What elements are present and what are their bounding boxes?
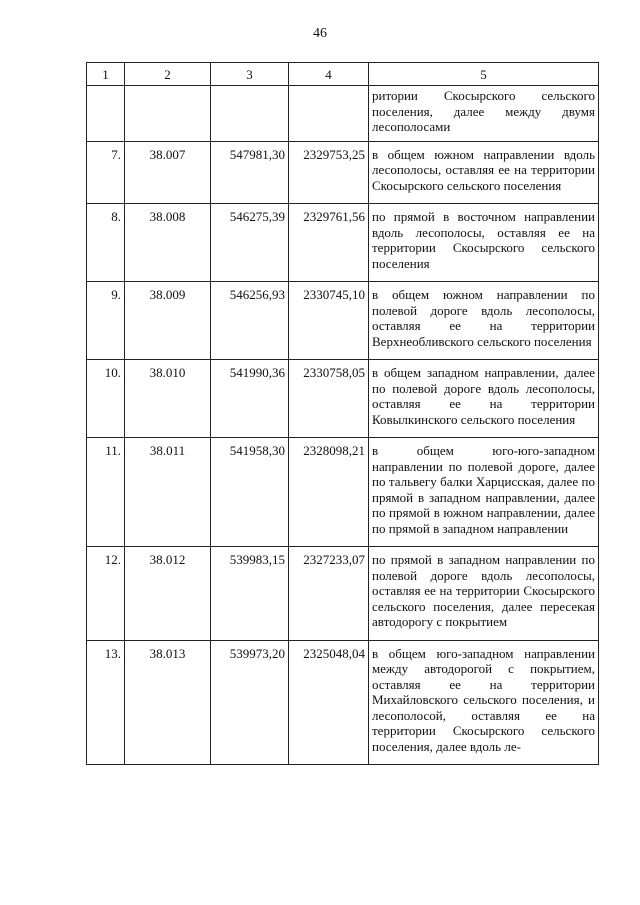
- table-row: [87, 438, 599, 547]
- coordinate-y: 2328098,21: [289, 438, 369, 547]
- coordinate-x: [211, 86, 289, 142]
- column-header: 4: [289, 63, 369, 86]
- row-number: 8.: [87, 204, 125, 282]
- table-row: [87, 640, 599, 765]
- coordinate-y: 2325048,04: [289, 640, 369, 765]
- coordinate-y: 2330758,05: [289, 360, 369, 438]
- column-header: 5: [369, 63, 599, 86]
- column-header: 3: [211, 63, 289, 86]
- page-number: 46: [313, 26, 327, 41]
- boundary-description: в общем южном направлении по полевой дороге вдоль лесополосы, оставляя ее на территории Верхнеобливского сельского поселения: [369, 282, 599, 360]
- point-code: 38.013: [125, 640, 211, 765]
- point-code: 38.008: [125, 204, 211, 282]
- boundary-table: [86, 62, 599, 765]
- row-number: [87, 86, 125, 142]
- coordinate-y: 2327233,07: [289, 547, 369, 641]
- row-number: 7.: [87, 141, 125, 204]
- boundary-description: в общем юго-юго-западном направлении по полевой дороге, далее по тальвегу балки Харцисская, далее по прямой в западном направлении, далее по прямой в южном направлении, далее по прямой в западном направлении: [369, 438, 599, 547]
- row-number: 13.: [87, 640, 125, 765]
- point-code: 38.011: [125, 438, 211, 547]
- point-code: [125, 86, 211, 142]
- column-header: 1: [87, 63, 125, 86]
- table-row: [87, 141, 599, 204]
- boundary-description: в общем западном направлении, далее по полевой дороге вдоль лесополосы, оставляя ее на территории Ковылкинского сельского поселения: [369, 360, 599, 438]
- coordinate-y: 2330745,10: [289, 282, 369, 360]
- boundary-description: в общем юго-западном направлении между автодорогой с покрытием, оставляя ее на территории Михайловского сельского поселения, и лесополосой, оставляя ее на территории Скосырского сельского поселения, далее вдоль ле-: [369, 640, 599, 765]
- table-row: [87, 360, 599, 438]
- row-number: 11.: [87, 438, 125, 547]
- coordinate-y: 2329753,25: [289, 141, 369, 204]
- point-code: 38.007: [125, 141, 211, 204]
- table-row: [87, 282, 599, 360]
- coordinate-x: 541990,36: [211, 360, 289, 438]
- table-header-row: [87, 63, 599, 86]
- table-row: [87, 204, 599, 282]
- coordinate-x: 547981,30: [211, 141, 289, 204]
- column-header: 2: [125, 63, 211, 86]
- point-code: 38.009: [125, 282, 211, 360]
- coordinate-x: 546256,93: [211, 282, 289, 360]
- table-row-continuation: [87, 86, 599, 142]
- coordinate-x: 546275,39: [211, 204, 289, 282]
- coordinate-x: 539973,20: [211, 640, 289, 765]
- boundary-description: по прямой в восточном направлении вдоль лесополосы, оставляя ее на территории Скосырского сельского поселения: [369, 204, 599, 282]
- coordinate-y: [289, 86, 369, 142]
- boundary-description: по прямой в западном направлении по полевой дороге вдоль лесополосы, оставляя ее на территории Скосырского сельского поселения, далее пересекая автодорогу с покрытием: [369, 547, 599, 641]
- row-number: 10.: [87, 360, 125, 438]
- table-row: [87, 547, 599, 641]
- row-number: 12.: [87, 547, 125, 641]
- coordinate-x: 539983,15: [211, 547, 289, 641]
- boundary-description: ритории Скосырского сельского поселения, далее между двумя лесополосами: [369, 86, 599, 142]
- coordinate-y: 2329761,56: [289, 204, 369, 282]
- row-number: 9.: [87, 282, 125, 360]
- point-code: 38.012: [125, 547, 211, 641]
- coordinate-x: 541958,30: [211, 438, 289, 547]
- point-code: 38.010: [125, 360, 211, 438]
- boundary-description: в общем южном направлении вдоль лесополосы, оставляя ее на территории Скосырского сельского поселения: [369, 141, 599, 204]
